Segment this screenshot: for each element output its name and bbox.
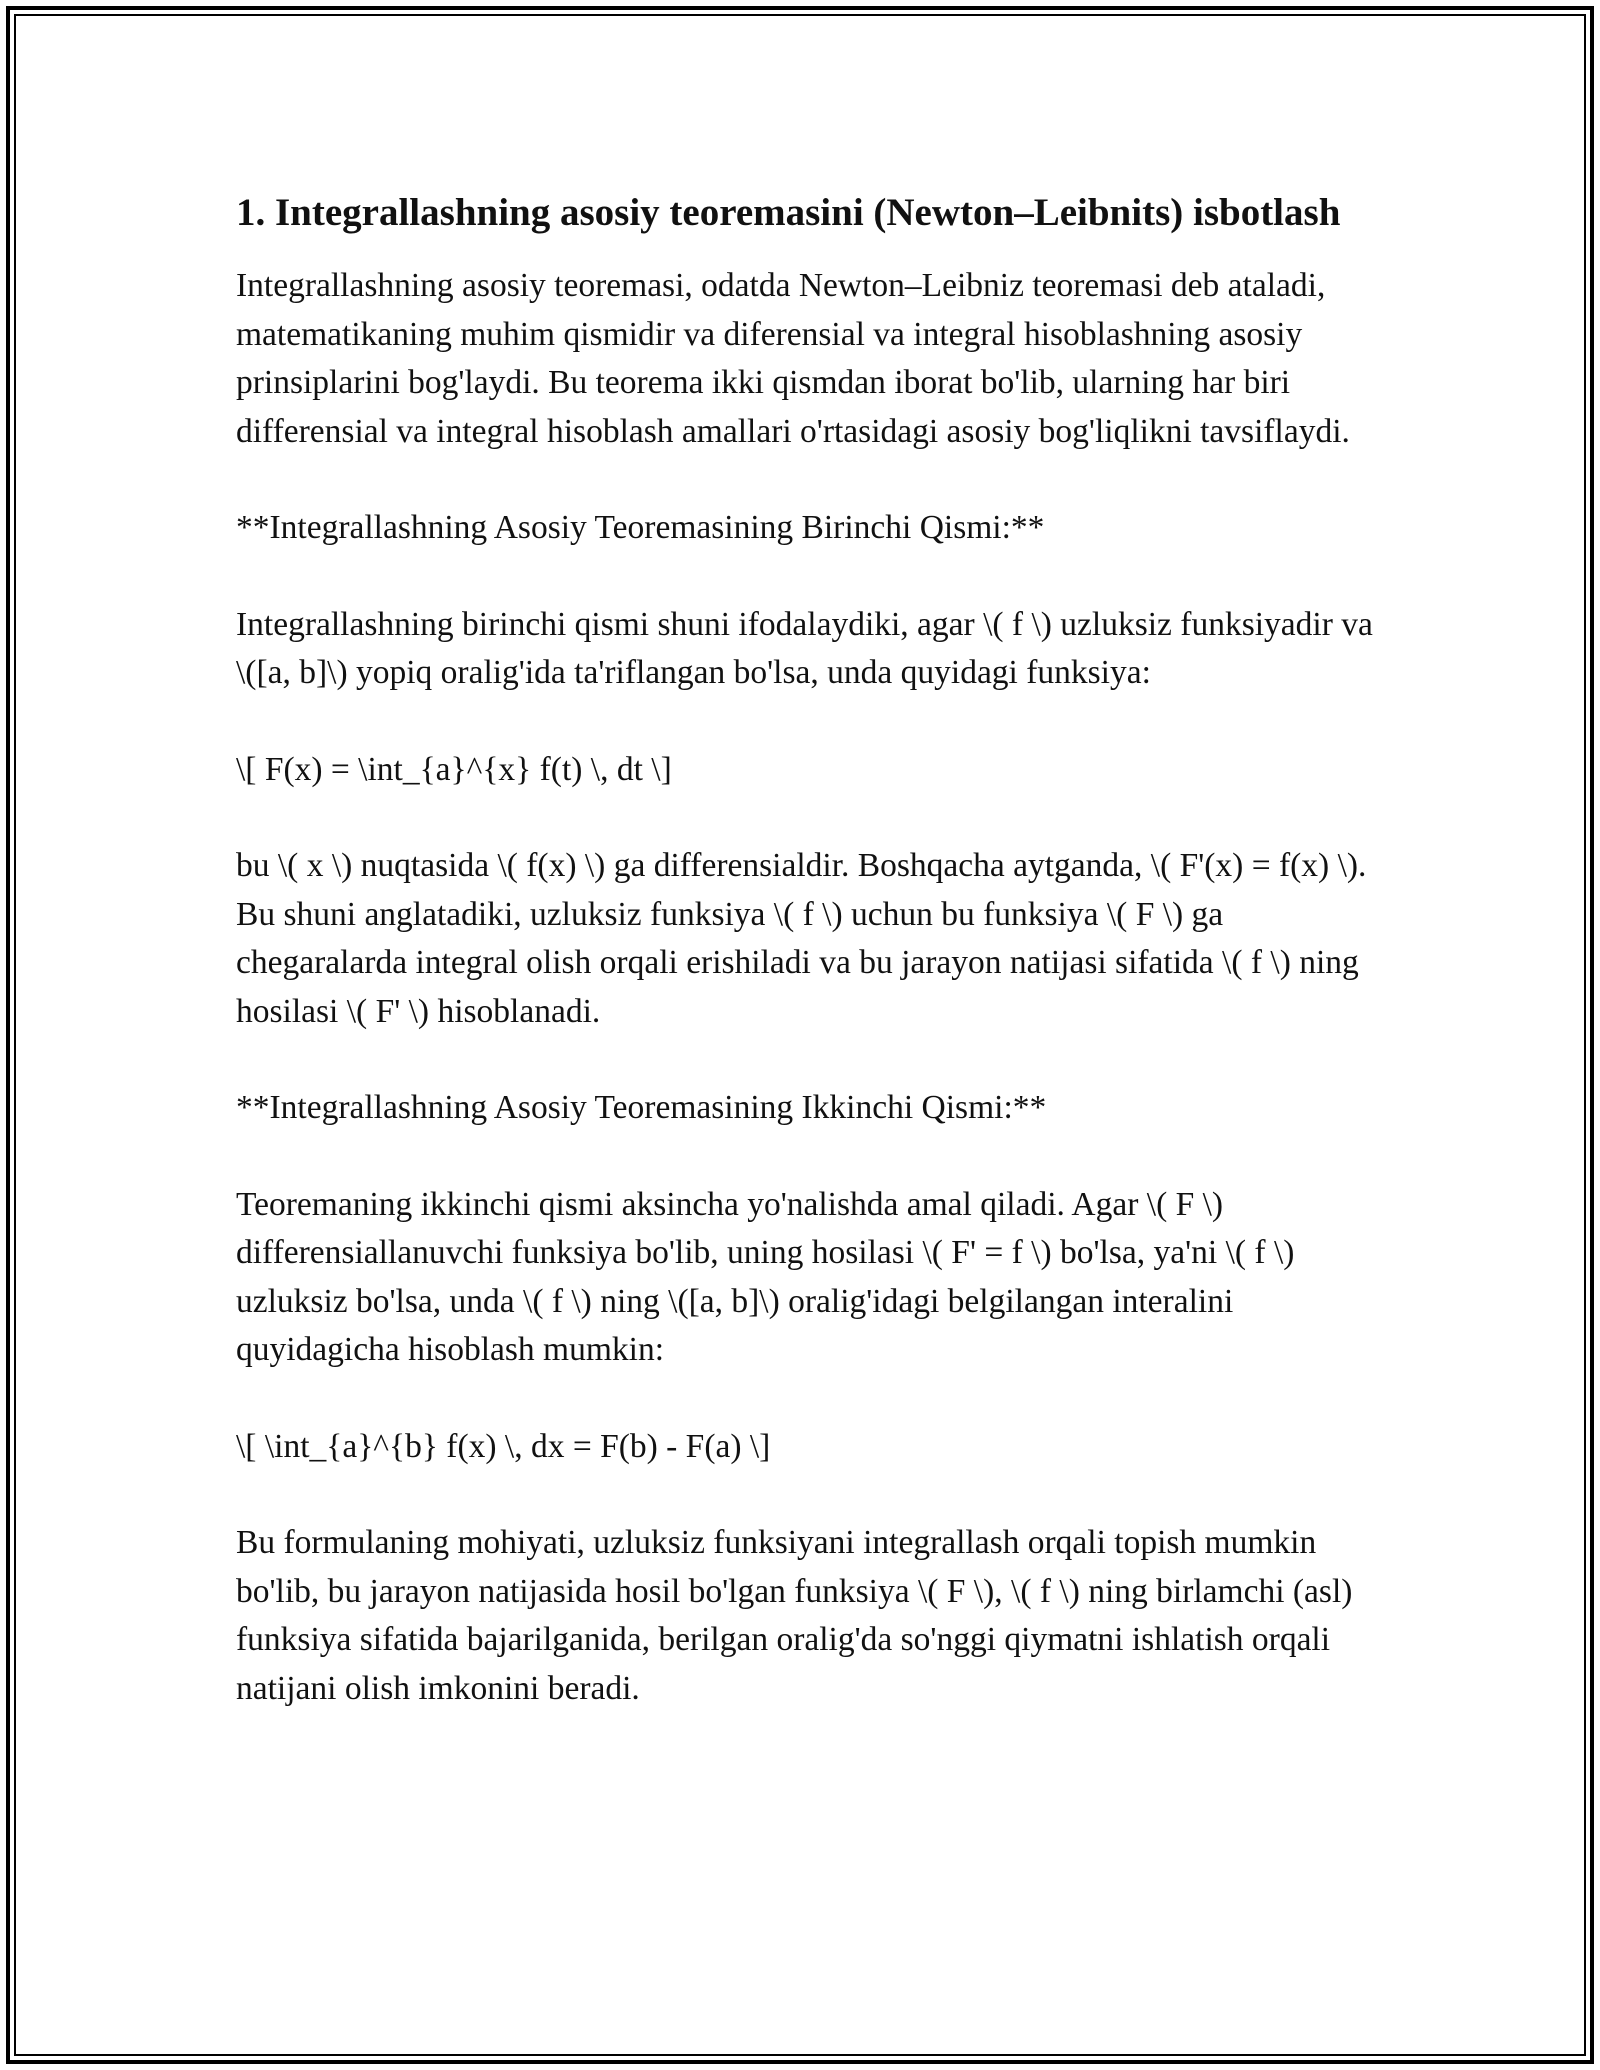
- formula-part1: \[ F(x) = \int_{a}^{x} f(t) \, dt \]: [236, 750, 672, 788]
- paragraph-part2-statement: Teoremaning ikkinchi qismi aksincha yo'nalishda amal qiladi. Agar \( F \) differensiallanuvchi funksiya bo'lib, uning hosilasi \( F' = f \) bo'lsa, ya'ni \( f \) uzluksiz bo'lsa, unda \( f \) ning \([a, b]\) oralig'idagi belgilangan interalini quyidagicha hisoblash mumkin:: [236, 1185, 1303, 1368]
- document-title: 1. Integrallashning asosiy teoremasini (Newton–Leibnits) isbotlash: [236, 191, 1341, 234]
- paragraph-intro: Integrallashning asosiy teoremasi, odatda Newton–Leibniz teoremasi deb ataladi, matematikaning muhim qismidir va diferensial va integral hisoblashning asosiy prinsiplarini bog'laydi. Bu teorema ikki qismdan iborat bo'lib, ularning har biri differensial va integral hisoblash amallari o'rtasidagi asosiy bog'liqlikni tavsiflaydi.: [236, 267, 1350, 450]
- paragraph-part1-explanation: bu \( x \) nuqtasida \( f(x) \) ga differensialdir. Boshqacha aytganda, \( F'(x) = f(x) \). Bu shuni anglatadiki, uzluksiz funksiya \( f \) uchun bu funksiya \( F \) ga chegaralarda integral olish orqali erishiladi va bu jarayon natijasi sifatida \( f \) ning hosilasi \( F' \) hisoblanadi.: [236, 847, 1375, 1030]
- paragraph-part2-heading: **Integrallashning Asosiy Teoremasining Ikkinchi Qismi:**: [236, 1089, 1047, 1126]
- paragraph-part1-heading: **Integrallashning Asosiy Teoremasining Birinchi Qismi:**: [236, 509, 1045, 546]
- formula-part2: \[ \int_{a}^{b} f(x) \, dx = F(b) - F(a) \]: [236, 1427, 771, 1465]
- paragraph-part1-statement: Integrallashning birinchi qismi shuni ifodalaydiki, agar \( f \) uzluksiz funksiyadir va \([a, b]\) yopiq oralig'ida ta'riflangan bo'lsa, unda quyidagi funksiya:: [236, 605, 1382, 691]
- document-body: [236, 186, 1382, 1761]
- paragraph-conclusion: Bu formulaning mohiyati, uzluksiz funksiyani integrallash orqali topish mumkin bo'lib, bu jarayon natijasida hosil bo'lgan funksiya \( F \), \( f \) ning birlamchi (asl) funksiya sifatida bajarilganida, berilgan oralig'da so'nggi qiymatni ishlatish orqali natijani olish imkonini beradi.: [236, 1524, 1361, 1707]
